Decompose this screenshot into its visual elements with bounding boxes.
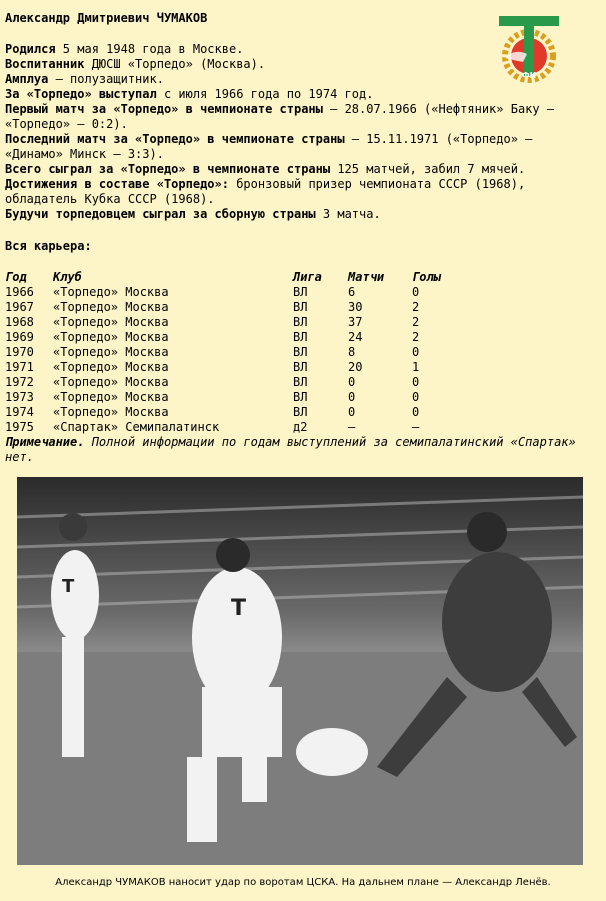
col-club: Клуб	[53, 270, 82, 284]
col-league: Лига	[293, 270, 322, 284]
bio-line	[5, 207, 595, 222]
bio-line	[5, 177, 595, 207]
cell-club: «Торпедо» Москва	[53, 345, 169, 359]
cell-year: 1974	[5, 405, 34, 419]
bio-label: Первый матч за «Торпедо» в чемпионате страны	[5, 102, 323, 116]
career-header-row	[5, 270, 452, 285]
bio-text: 5 мая 1948 года в Москве.	[55, 42, 244, 56]
cell-year: 1967	[5, 300, 34, 314]
note	[5, 435, 595, 465]
cell-matches: 6	[348, 285, 356, 299]
cell-goals: –	[412, 420, 420, 434]
table-row	[5, 360, 452, 375]
bio-label: Воспитанник	[5, 57, 85, 71]
cell-matches: 30	[348, 300, 363, 314]
cell-league: ВЛ	[293, 300, 308, 314]
cell-matches: 37	[348, 315, 363, 329]
bio-label: Достижения в составе «Торпедо»:	[5, 177, 229, 191]
table-row	[5, 375, 452, 390]
cell-club: «Торпедо» Москва	[53, 405, 169, 419]
biography	[5, 42, 595, 222]
bio-text: 125 матчей, забил 7 мячей.	[330, 162, 526, 176]
cell-club: «Торпедо» Москва	[53, 330, 169, 344]
cell-club: «Спартак» Семипалатинск	[53, 420, 220, 434]
bio-line	[5, 87, 595, 102]
cell-goals: 0	[412, 285, 420, 299]
career-heading: Вся карьера:	[5, 239, 92, 253]
note-label: Примечание.	[5, 435, 85, 449]
cell-matches: 0	[348, 405, 356, 419]
bio-line	[5, 132, 595, 162]
cell-matches: 20	[348, 360, 363, 374]
cell-club: «Торпедо» Москва	[53, 360, 169, 374]
cell-club: «Торпедо» Москва	[53, 285, 169, 299]
cell-year: 1968	[5, 315, 34, 329]
bio-line	[5, 72, 595, 87]
table-row	[5, 315, 452, 330]
cell-year: 1975	[5, 420, 34, 434]
cell-year: 1966	[5, 285, 34, 299]
cell-matches: 0	[348, 375, 356, 389]
table-row	[5, 405, 452, 420]
cell-goals: 1	[412, 360, 420, 374]
bio-text: – 15.11.1971 («Торпедо» – «Динамо» Минск – 3:3).	[5, 132, 533, 161]
cell-league: ВЛ	[293, 390, 308, 404]
cell-matches: 24	[348, 330, 363, 344]
cell-goals: 2	[412, 330, 420, 344]
table-row	[5, 285, 452, 300]
bio-label: Последний матч за «Торпедо» в чемпионате страны	[5, 132, 345, 146]
table-row	[5, 330, 452, 345]
bio-text: – полузащитник.	[48, 72, 164, 86]
note-text: Полной информации по годам выступлений за семипалатинский «Спартак» нет.	[5, 435, 576, 464]
bio-text: с июля 1966 года по 1974 год.	[156, 87, 374, 101]
cell-year: 1971	[5, 360, 34, 374]
bio-label: Будучи торпедовцем сыграл за сборную страны	[5, 207, 316, 221]
cell-club: «Торпедо» Москва	[53, 315, 169, 329]
svg-text:T: T	[231, 596, 247, 621]
cell-goals: 0	[412, 390, 420, 404]
cell-year: 1973	[5, 390, 34, 404]
cell-goals: 2	[412, 300, 420, 314]
bio-label: Родился	[5, 42, 56, 56]
col-year: Год	[5, 270, 27, 284]
table-row	[5, 390, 452, 405]
bio-text: бронзовый призер чемпионата СССР (1968), обладатель Кубка СССР (1968).	[5, 177, 526, 206]
cell-matches: –	[348, 420, 356, 434]
bio-label: За «Торпедо» выступал	[5, 87, 157, 101]
cell-goals: 0	[412, 375, 420, 389]
bio-line	[5, 102, 595, 132]
cell-league: ВЛ	[293, 405, 308, 419]
cell-goals: 0	[412, 405, 420, 419]
bio-text: 3 матча.	[315, 207, 381, 221]
cell-league: ВЛ	[293, 360, 308, 374]
svg-text:ФК: ФК	[521, 71, 537, 80]
photo-caption: Александр ЧУМАКОВ наносит удар по воротам ЦСКА. На дальнем плане — Александр Ленёв.	[55, 877, 551, 888]
match-photo	[17, 477, 583, 865]
cell-matches: 8	[348, 345, 356, 359]
career-table	[5, 270, 452, 435]
cell-league: ВЛ	[293, 375, 308, 389]
cell-league: ВЛ	[293, 345, 308, 359]
page-title: Александр Дмитриевич ЧУМАКОВ	[5, 11, 208, 25]
cell-league: ВЛ	[293, 315, 308, 329]
cell-matches: 0	[348, 390, 356, 404]
bio-label: Амплуа	[5, 72, 49, 86]
col-matches: Матчи	[348, 270, 385, 284]
table-row	[5, 420, 452, 435]
bio-label: Всего сыграл за «Торпедо» в чемпионате страны	[5, 162, 331, 176]
cell-league: ВЛ	[293, 330, 308, 344]
cell-league: д2	[293, 420, 308, 434]
cell-club: «Торпедо» Москва	[53, 300, 169, 314]
bio-line	[5, 162, 595, 177]
cell-goals: 0	[412, 345, 420, 359]
cell-year: 1970	[5, 345, 34, 359]
table-row	[5, 300, 452, 315]
bio-text: – 28.07.1966 («Нефтяник» Баку – «Торпедо» – 0:2).	[5, 102, 555, 131]
cell-club: «Торпедо» Москва	[53, 390, 169, 404]
cell-goals: 2	[412, 315, 420, 329]
cell-year: 1972	[5, 375, 34, 389]
bio-line	[5, 42, 595, 57]
table-row	[5, 345, 452, 360]
bio-text: ДЮСШ «Торпедо» (Москва).	[84, 57, 266, 71]
cell-year: 1969	[5, 330, 34, 344]
cell-club: «Торпедо» Москва	[53, 375, 169, 389]
col-goals: Голы	[412, 270, 441, 284]
svg-text:T: T	[62, 576, 75, 597]
cell-league: ВЛ	[293, 285, 308, 299]
bio-line	[5, 57, 595, 72]
football-match-photo-image	[17, 477, 583, 865]
